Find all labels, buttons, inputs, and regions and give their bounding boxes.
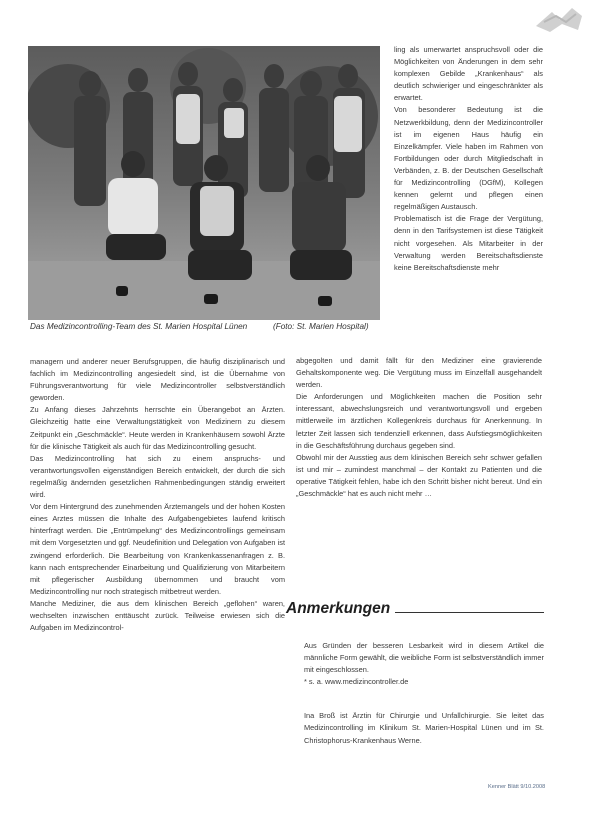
note-item: Aus Gründen der besseren Lesbarkeit wird in diesem Artikel die männliche Form gewählt, die weibliche Form ist selbstverständlich immer mit eingeschlossen. xyxy=(304,641,544,675)
paragraph: Problematisch ist die Frage der Vergütung, denn in den Tarifsystemen ist diese Tätigkeit nicht vorgesehen. Als Mitarbeiter in der Verwaltung werden Bereitschaftsdienste keine Bereitschaftsdienste mehr xyxy=(394,214,543,272)
paragraph: abgegolten und damit fällt für den Mediziner eine gravierende Gehaltskomponente weg. Die Vergütung muss im Einzelfall ausgehandelt werden. xyxy=(296,356,542,390)
author-bio: Ina Broß ist Ärztin für Chirurgie und Unfallchirurgie. Sie leitet das Medizincontrolling im Klinikum St. Marien-Hospital Lünen und im St. Christophorus-Krankenhaus Werne. xyxy=(304,711,544,745)
paragraph: ling als umerwartet anspruchsvoll oder die Möglichkeiten von Änderungen in dem sehr komplexen Gebilde „Krankenhaus“ als deutlich schwieriger und eingeschränkter als erwartet. xyxy=(394,45,543,103)
right-text-column xyxy=(296,355,542,500)
paragraph: Von besonderer Bedeutung ist die Netzwerkbildung, denn der Medizincontroller ist im eigenen Haus häufig ein Einzelkämpfer. Viele haben im Rahmen von Fortbildungen oder durch Mitgliedschaft in Verbänden, z. B. der Deutschen Gesellschaft für Medizincontrolling (DGfM), Kollegen kennen gelernt und pflegen einen regelmäßigen Austausch. xyxy=(394,105,543,212)
issue-footer: Kenner Blätt 9/10.2008 xyxy=(488,784,546,790)
photo-caption: Das Medizincontrolling-Team des St. Marien Hospital Lünen xyxy=(30,322,248,331)
paragraph: Manche Mediziner, die aus dem klinischen Bereich „geflohen“ waren, wechselten inzwischen enttäuscht zurück. Teilweise erwiesen sich die Aufgaben im Medizincontrol- xyxy=(30,598,285,633)
paragraph: Die Anforderungen und Möglichkeiten machen die Position sehr interessant, abwechslungsreich und verantwortungsvoll und ergeben mittlerweile im ärztlichen Kollegenkreis durchaus für Anerkennung. In letzter Zeit lassen sich tendenziell erkennen, dass Aufstiegsmöglichkeiten in die Geschäftsführung durchaus gegeben sind. xyxy=(296,392,542,450)
notes-heading-row xyxy=(286,598,544,620)
note-item: * s. a. www.medizincontroller.de xyxy=(304,677,409,687)
notes-section xyxy=(304,640,544,747)
heading-rule xyxy=(395,612,544,613)
paragraph: Vor dem Hintergrund des zunehmenden Ärztemangels und der hohen Kosten eines Arztes müssen die Inhalte des Aufgabengebietes laufend kritisch hinterfragt werden. Die „Entrümpelung“ des Medizincontrollings gemeinsam mit dem Vorgesetzten und ggf. Neudefinition und Delegation von Aufgaben ist zwingend erforderlich. Die Bearbeitung von Krankenkassenanfragen z. B. kann nach entsprechender Einarbeitung und Qualifizierung von Mitarbeitern mit pflegerischer Ausbildung übernommen und braucht vom Medizincontrolling nur noch strategisch mitbetreut werden. xyxy=(30,502,285,596)
paragraph: Zu Anfang dieses Jahrzehnts herrschte ein Überangebot an Ärzten. Gleichzeitig hatte eine Verwaltungstätigkeit von Medizinern zu diesem Zeitpunkt ein „Geschmäckle“. Heute werden in Krankenhäusern sowohl Ärzte für die klinische Tätigkeit als auch für das Medizincontrolling gesucht. xyxy=(30,405,285,451)
corner-logo-mark xyxy=(532,4,586,34)
paragraph: managern und anderer neuer Berufsgruppen, die häufig disziplinarisch und fachlich im Medizincontrolling angesiedelt sind, ist die Übernahme von Führungsverantwortung für viele Medizincontroller selbstverständlich geworden. xyxy=(30,357,285,403)
notes-heading: Anmerkungen xyxy=(286,600,391,617)
narrow-text-column xyxy=(394,44,543,274)
paragraph: Obwohl mir der Ausstieg aus dem klinischen Bereich sehr schwer gefallen ist und mir – zumindest manchmal – der Kontakt zu Patienten und die operative Tätigkeit fehlen, habe ich den Schritt bisher nicht bereut. Und ein „Geschmäckle“ hat es auch nicht mehr … xyxy=(296,452,542,499)
team-photo xyxy=(28,46,380,320)
photo-credit: (Foto: St. Marien Hospital) xyxy=(273,322,369,331)
left-text-column xyxy=(30,356,285,634)
paragraph: Das Medizincontrolling hat sich zu einem anspruchs- und verantwortungsvollen eigenständigen Bereich entwickelt, der durch die sich regelmäßig ändernden gesetzlichen Rahmenbedingungen ständig erweitert wird. xyxy=(30,453,285,500)
